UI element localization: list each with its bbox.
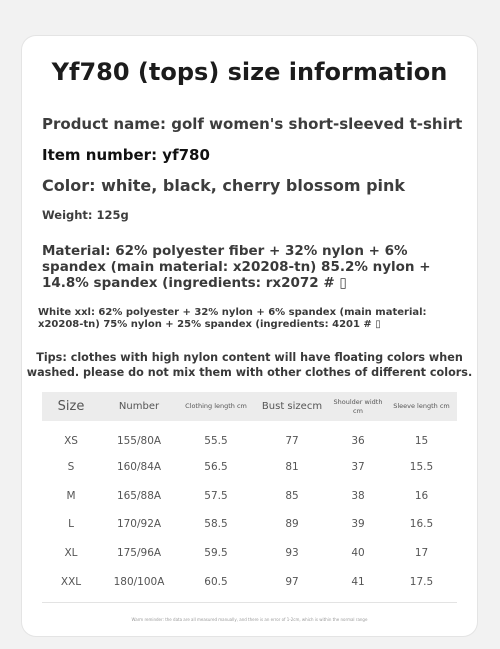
product-name: Product name: golf women's short-sleeved t-shirt: [42, 115, 463, 133]
cell-sleeve-length: 15.5: [409, 461, 434, 474]
white-xxl-material-info: White xxl: 62% polyester + 32% nylon + 6% spandex (main material: x20208-tn) 75% nylon + 25% spandex (ingredients: 4201 # ▯: [38, 307, 427, 330]
table-row: [42, 539, 457, 568]
weight-info: Weight: 125g: [42, 208, 129, 222]
cell-shoulder-width: 37: [351, 461, 365, 474]
cell-sleeve-length: 15: [414, 434, 429, 447]
cell-sleeve-length: 16.5: [409, 518, 434, 531]
washing-tips: Tips: clothes with high nylon content will have floating colors when washed. please do not mix them with other clothes of different colors.: [26, 351, 473, 379]
measurement-reminder: Warm reminder: the data are all measured manually, and there is an error of 1-2cm, which is within the normal range: [131, 617, 368, 622]
cell-shoulder-width: 41: [351, 575, 365, 588]
cell-sleeve-length: 17: [414, 547, 429, 560]
cell-clothing-length: 58.5: [204, 518, 228, 531]
cell-clothing-length: 57.5: [204, 489, 228, 502]
cell-shoulder-width: 40: [351, 547, 365, 560]
table-row: [42, 453, 457, 482]
cell-size: S: [67, 461, 75, 474]
footer-divider: [42, 602, 457, 603]
cell-sleeve-length: 16: [414, 489, 429, 502]
header-size: Size: [42, 392, 100, 421]
cell-number: 155/80A: [116, 434, 162, 447]
header-shoulder-width: Shoulder width cm: [330, 392, 386, 421]
cell-sleeve-length: 17.5: [409, 575, 434, 588]
header-bust-size: Bust sizecm: [254, 392, 330, 421]
header-sleeve-length: Sleeve length cm: [386, 392, 457, 421]
cell-clothing-length: 60.5: [204, 575, 228, 588]
table-row: [42, 482, 457, 511]
cell-number: 175/96A: [116, 547, 162, 560]
cell-number: 165/88A: [116, 489, 162, 502]
cell-number: 170/92A: [116, 518, 162, 531]
page-title: Yf780 (tops) size information: [51, 58, 448, 86]
cell-shoulder-width: 38: [351, 489, 365, 502]
cell-size: XS: [64, 434, 78, 447]
cell-bust-size: 93: [285, 547, 299, 560]
table-header-row: [42, 392, 457, 421]
material-info: Material: 62% polyester fiber + 32% nylon + 6% spandex (main material: x20208-tn) 85.2% nylon + 14.8% spandex (ingredients: rx2072 # ▯: [42, 243, 431, 291]
cell-bust-size: 77: [285, 434, 299, 447]
cell-bust-size: 85: [285, 489, 299, 502]
table-row: [42, 421, 457, 453]
cell-number: 160/84A: [116, 461, 162, 474]
cell-clothing-length: 59.5: [204, 547, 228, 560]
cell-bust-size: 89: [285, 518, 299, 531]
item-number: Item number: yf780: [42, 146, 210, 164]
header-clothing-length: Clothing length cm: [178, 392, 254, 421]
cell-size: XXL: [60, 575, 82, 588]
cell-bust-size: 97: [285, 575, 299, 588]
cell-shoulder-width: 36: [351, 434, 365, 447]
cell-clothing-length: 55.5: [204, 434, 228, 447]
size-info-card: [22, 36, 477, 636]
cell-clothing-length: 56.5: [204, 461, 228, 474]
header-number: Number: [100, 392, 178, 421]
cell-size: XL: [64, 547, 78, 560]
cell-number: 180/100A: [113, 575, 165, 588]
table-row: [42, 510, 457, 539]
color-options: Color: white, black, cherry blossom pink: [42, 176, 406, 195]
cell-size: L: [68, 518, 74, 531]
table-row: [42, 567, 457, 596]
cell-bust-size: 81: [285, 461, 299, 474]
cell-shoulder-width: 39: [351, 518, 365, 531]
cell-size: M: [66, 489, 76, 502]
size-table: [42, 392, 457, 596]
